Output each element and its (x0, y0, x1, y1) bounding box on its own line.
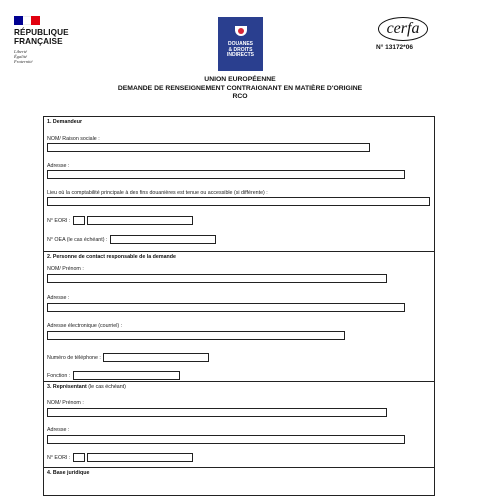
applicant-address-input[interactable] (47, 170, 405, 179)
republique-francaise-logo (14, 16, 69, 64)
address-label: Adresse : (47, 295, 70, 301)
section-title: 4. Base juridique (47, 470, 90, 476)
french-flag-icon (14, 16, 40, 25)
accounting-place-input[interactable] (47, 197, 430, 206)
eori-label: N° EORI : (47, 217, 71, 224)
name-label: NOM/ Prénom : (47, 266, 84, 272)
title-line1: UNION EUROPÉENNE (204, 76, 276, 83)
contact-name-input[interactable] (47, 274, 387, 283)
section-base-juridique (44, 467, 434, 496)
section-contact (44, 251, 434, 382)
section-representant (44, 381, 434, 468)
function-label: Fonction : (47, 372, 71, 379)
accounting-label: Lieu où la comptabilité principale à des fins douanières est tenue ou accessible (si différente) : (47, 190, 268, 196)
oea-row (47, 235, 216, 244)
phone-row (47, 353, 209, 362)
eori-number-input[interactable] (87, 216, 193, 225)
phone-input[interactable] (103, 353, 209, 362)
title-line3: RCO (232, 93, 248, 101)
oea-number-input[interactable] (110, 235, 216, 244)
contact-email-input[interactable] (47, 331, 345, 340)
function-input[interactable] (73, 371, 180, 380)
oea-label: N° OEA (le cas échéant) : (47, 236, 108, 243)
representative-name-input[interactable] (47, 408, 387, 417)
email-label: Adresse électronique (courriel) : (47, 323, 123, 329)
phone-label: Numéro de téléphone : (47, 354, 101, 361)
eori-label: N° EORI : (47, 454, 71, 461)
function-row (47, 371, 180, 380)
representative-address-input[interactable] (47, 435, 405, 444)
address-label: Adresse : (47, 427, 70, 433)
section-demandeur (44, 117, 434, 251)
contact-address-input[interactable] (47, 303, 405, 312)
applicant-name-input[interactable] (47, 143, 370, 152)
cerfa-logo: cerfa (378, 17, 428, 41)
title-line2: DEMANDE DE RENSEIGNEMENT CONTRAIGNANT EN MATIÈRE D'ORIGINE (117, 84, 363, 92)
form-titles (0, 76, 480, 102)
gov-name-line1: RÉPUBLIQUE (14, 28, 69, 37)
douanes-emblem-icon (233, 23, 249, 39)
eori-row (47, 453, 193, 462)
gov-motto: Liberté Égalité Fraternité (14, 49, 33, 64)
address-label: Adresse : (47, 163, 70, 169)
name-label: NOM/ Prénom : (47, 400, 84, 406)
douanes-logo: DOUANES & DROITS INDIRECTS (218, 17, 263, 71)
eori-country-input[interactable] (73, 453, 85, 462)
section-title: 2. Personne de contact responsable de la demande (47, 254, 176, 260)
name-label: NOM/ Raison sociale : (47, 136, 100, 142)
eori-row (47, 216, 193, 225)
section-title: 1. Demandeur (47, 119, 83, 125)
eori-country-input[interactable] (73, 216, 85, 225)
gov-name-line2: FRANÇAISE (14, 37, 63, 46)
cerfa-number: N° 13172*06 (376, 44, 413, 51)
form-container (43, 116, 435, 496)
section-title: 3. Représentant (le cas échéant) (47, 384, 126, 390)
eori-number-input[interactable] (87, 453, 193, 462)
